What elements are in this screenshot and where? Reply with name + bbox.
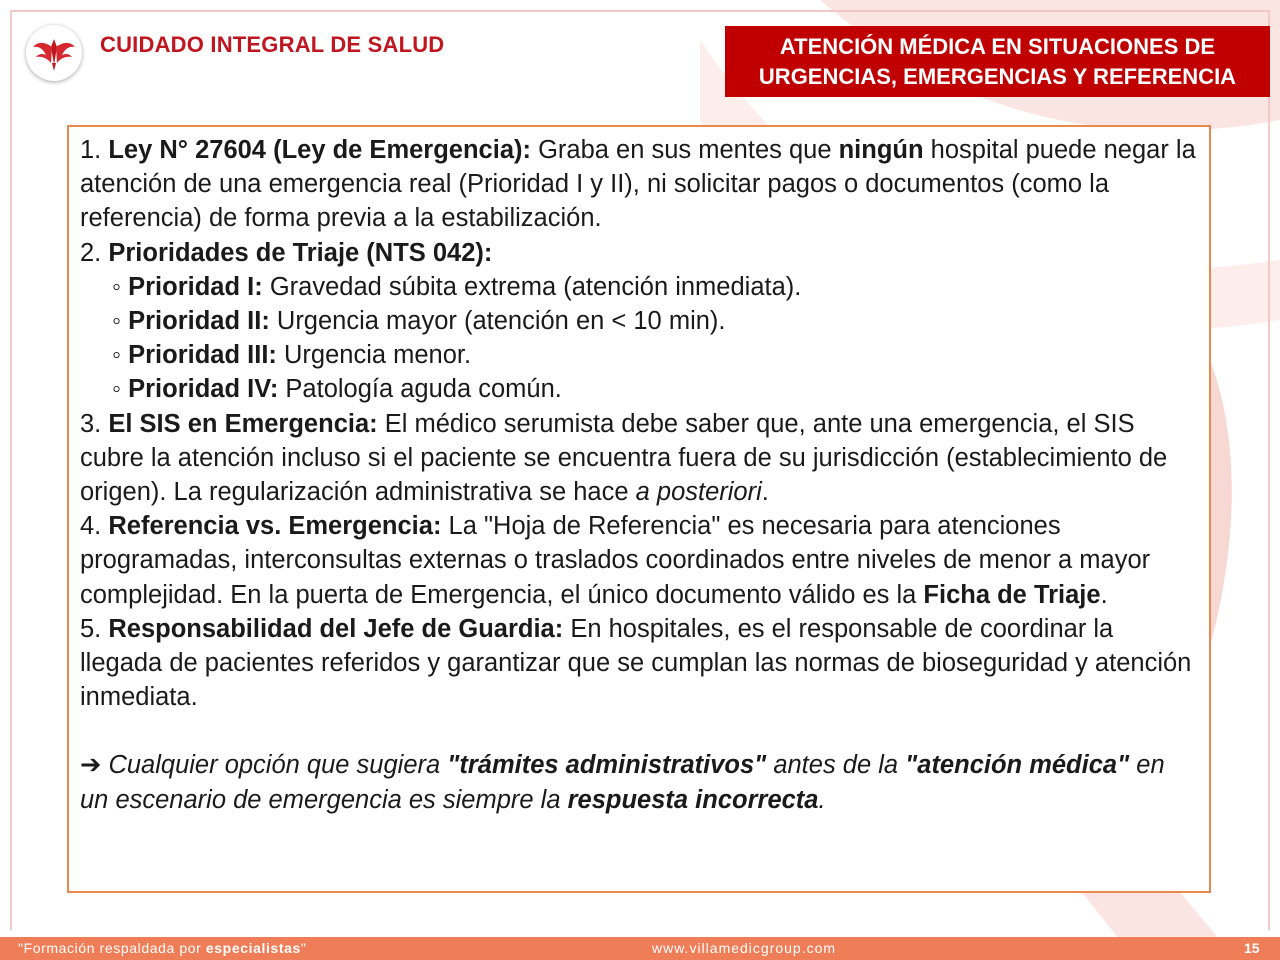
frame-right-line (1268, 10, 1270, 930)
slogan-text: " (300, 940, 307, 956)
item-title: Responsabilidad del Jefe de Guardia: (108, 614, 564, 643)
page-number: 15 (1244, 940, 1260, 956)
priority-text: Urgencia menor. (276, 341, 472, 370)
priority-text: Gravedad súbita extrema (atención inmediata). (262, 272, 802, 301)
item-number: 5. (80, 614, 109, 643)
note-text: Cualquier opción que sugiera (101, 751, 448, 780)
spacer (80, 714, 1199, 748)
item-italic: a posteriori (635, 478, 762, 507)
item-title: Prioridades de Triaje (NTS 042): (108, 238, 493, 267)
section-header (725, 26, 1270, 97)
item-emphasis: ningún (838, 136, 924, 164)
frame-top-line (10, 10, 1270, 12)
item-1 (80, 133, 1199, 236)
item-title: Referencia vs. Emergencia: (108, 512, 442, 541)
brand-title: CUIDADO INTEGRAL DE SALUD (100, 32, 445, 57)
item-number: 3. (80, 409, 109, 438)
note-emphasis: respuesta incorrecta (567, 785, 819, 814)
item-text: hospital puede negar la atención de una emergencia real (Prioridad I y II), ni solicitar pagos o documentos (como la referencia) de forma previa a la estabilización. (80, 136, 1196, 233)
item-2 (80, 236, 1199, 270)
item-text: El médico serumista debe saber que, ante una emergencia, el SIS cubre la atención incluso si el paciente se encuentra fuera de su jurisdicción (establecimiento de origen). La regularización administrativa se hace (80, 409, 1168, 507)
item-5 (80, 612, 1199, 715)
priority-4 (80, 372, 1199, 406)
item-3 (80, 407, 1199, 510)
priority-3 (80, 338, 1199, 372)
content-box (67, 125, 1211, 893)
footer-website[interactable]: www.villamedicgroup.com (652, 940, 837, 956)
arrow-right-icon: ➔ (80, 751, 102, 780)
item-emphasis: Ficha de Triaje (923, 580, 1101, 609)
slogan-emphasis: especialistas (205, 940, 301, 956)
item-text: En hospitales, es el responsable de coordinar la llegada de pacientes referidos y garantizar que se cumplan las normas de bioseguridad y atención inmediata. (80, 614, 1192, 712)
item-text: Graba en sus mentes que (531, 136, 839, 164)
item-text: . (1100, 580, 1108, 609)
priority-text: Patología aguda común. (278, 375, 562, 404)
key-note (80, 748, 1199, 816)
note-emphasis: "trámites administrativos" (447, 751, 767, 780)
priority-label: Prioridad I: (128, 272, 263, 301)
bullet-icon: ◦ (112, 341, 129, 370)
item-number: 1. (80, 136, 109, 164)
item-text: La "Hoja de Referencia" es necesaria para atenciones programadas, interconsultas externas o traslados coordinados entre niveles de menor a mayor complejidad. En la puerta de Emergencia, el único documento válido es la (80, 512, 1151, 609)
item-title: El SIS en Emergencia: (108, 409, 378, 438)
bullet-icon: ◦ (112, 272, 129, 301)
footer-slogan (18, 940, 306, 956)
frame-left-line (10, 10, 12, 930)
note-text: antes de la (766, 751, 906, 780)
section-header-line1: ATENCIÓN MÉDICA EN SITUACIONES DE (779, 33, 1216, 59)
note-text: . (818, 785, 826, 814)
priority-label: Prioridad IV: (128, 375, 279, 404)
footer-bar (0, 937, 1280, 960)
priority-text: Urgencia mayor (atención en < 10 min). (269, 307, 726, 336)
priority-1 (80, 270, 1199, 304)
priority-2 (80, 304, 1199, 338)
phoenix-logo (26, 25, 82, 81)
note-text: en un escenario de emergencia es siempre la (80, 751, 1165, 814)
item-text: . (761, 478, 769, 507)
section-header-line2: URGENCIAS, EMERGENCIAS Y REFERENCIA (758, 63, 1237, 89)
phoenix-icon (26, 25, 82, 81)
item-title: Ley N° 27604 (Ley de Emergencia): (108, 136, 531, 164)
bullet-icon: ◦ (112, 307, 129, 336)
bullet-icon: ◦ (112, 375, 129, 404)
item-number: 4. (80, 512, 109, 541)
item-4 (80, 509, 1199, 612)
note-emphasis: "atención médica" (905, 751, 1130, 780)
priority-label: Prioridad III: (128, 341, 277, 370)
item-number: 2. (80, 238, 109, 267)
slogan-text: "Formación respaldada por (18, 940, 206, 956)
priority-label: Prioridad II: (128, 307, 270, 336)
